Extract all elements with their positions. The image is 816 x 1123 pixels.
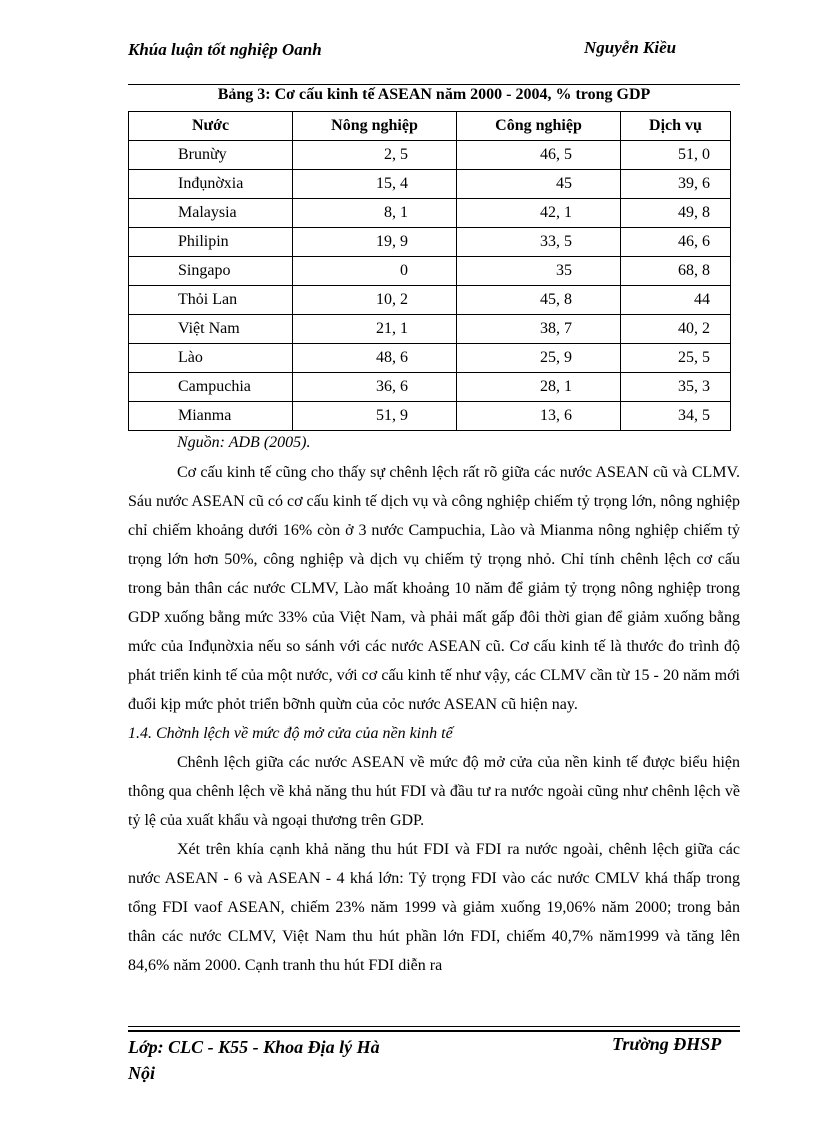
value-cell: 34, 5 — [621, 402, 731, 431]
table-title: Bảng 3: Cơ cấu kinh tế ASEAN năm 2000 - 2004, % trong GDP — [217, 86, 651, 103]
table-row — [129, 286, 731, 315]
value-cell: 8, 1 — [293, 199, 457, 228]
footer-left: Lớp: CLC - K55 - Khoa Địa lý Hà Nội — [128, 1037, 380, 1083]
value-cell: 44 — [621, 286, 731, 315]
value-cell: 49, 8 — [621, 199, 731, 228]
value-cell: 2, 5 — [293, 141, 457, 170]
country-cell: Việt Nam — [129, 315, 293, 344]
column-header: Dịch vụ — [621, 112, 731, 141]
table-row — [129, 344, 731, 373]
value-cell: 46, 6 — [621, 228, 731, 257]
country-cell: Malaysia — [129, 199, 293, 228]
table-row — [129, 402, 731, 431]
table-row — [129, 373, 731, 402]
value-cell: 19, 9 — [293, 228, 457, 257]
country-cell: Mianma — [129, 402, 293, 431]
value-cell: 35 — [457, 257, 621, 286]
value-cell: 35, 3 — [621, 373, 731, 402]
column-header: Nước — [129, 112, 293, 141]
value-cell: 40, 2 — [621, 315, 731, 344]
value-cell: 33, 5 — [457, 228, 621, 257]
footer-divider — [128, 1026, 740, 1027]
country-cell: Thỏi Lan — [129, 286, 293, 315]
value-cell: 25, 5 — [621, 344, 731, 373]
paragraph: Cơ cấu kinh tế cũng cho thấy sự chênh lệch rất rõ giữa các nước ASEAN cũ và CLMV. Sáu nước ASEAN cũ có cơ cấu kinh tế dịch vụ và công nghiệp chiếm tỷ trọng lớn, nông nghiệp chỉ chiếm khoảng dưới 16% còn ở 3 nước Campuchia, Lào và Mianma nông nghiệp chiếm tỷ trọng lớn hơn 50%, công nghiệp và dịch vụ chiếm tỷ trọng nhỏ. Chỉ tính chênh lệch cơ cấu trong bản thân các nước CLMV, Lào mất khoảng 10 năm để giảm tỷ trọng nông nghiệp trong GDP xuống bằng mức 33% của Việt Nam, và phải mất gấp đôi thời gian để giảm xuống bằng mức của Inđụnờxia nếu so sánh với các nước ASEAN cũ. Cơ cấu kinh tế là thước đo trình độ phát triển kinh tế của một nước, với cơ cấu kinh tế như vậy, các CLMV cần từ 15 - 20 năm mới đuổi kịp mức phỏt triển bỡnh quừn của cỏc nước ASEAN cũ hiện nay. — [128, 464, 740, 713]
value-cell: 36, 6 — [293, 373, 457, 402]
paragraph: Xét trên khía cạnh khả năng thu hút FDI và FDI ra nước ngoài, chênh lệch giữa các nước ASEAN - 6 và ASEAN - 4 khá lớn: Tỷ trọng FDI vào các nước CMLV khá thấp trong tổng FDI vaof ASEAN, chiếm 23% năm 1999 và giảm xuống 19,06% năm 2000; trong bản thân các nước CLMV, Việt Nam thu hút phần lớn FDI, chiếm 40,7% năm1999 và tăng lên 84,6% năm 2000. Cạnh tranh thu hút FDI diễn ra — [128, 841, 740, 974]
value-cell: 46, 5 — [457, 141, 621, 170]
footer-right: Trường ĐHSP — [612, 1034, 722, 1054]
column-header: Nông nghiệp — [293, 112, 457, 141]
section-heading: 1.4. Chờnh lệch về mức độ mở cửa của nền kinh tế — [128, 725, 453, 742]
country-cell: Singapo — [129, 257, 293, 286]
country-cell: Campuchia — [129, 373, 293, 402]
value-cell: 15, 4 — [293, 170, 457, 199]
value-cell: 28, 1 — [457, 373, 621, 402]
table-row — [129, 141, 731, 170]
footer-divider-thick — [128, 1030, 740, 1032]
value-cell: 51, 0 — [621, 141, 731, 170]
value-cell: 51, 9 — [293, 402, 457, 431]
value-cell: 48, 6 — [293, 344, 457, 373]
country-cell: Philipin — [129, 228, 293, 257]
header-divider — [128, 84, 740, 85]
value-cell: 39, 6 — [621, 170, 731, 199]
paragraph: Chênh lệch giữa các nước ASEAN về mức độ mở cửa của nền kinh tế được biểu hiện thông qua chênh lệch về khả năng thu hút FDI và đầu tư ra nước ngoài cũng như chênh lệch về tỷ lệ của xuất khẩu và ngoại thương trên GDP. — [128, 754, 740, 829]
value-cell: 68, 8 — [621, 257, 731, 286]
table-row — [129, 199, 731, 228]
header-left: Khúa luận tốt nghiệp Oanh — [128, 40, 322, 59]
column-header: Công nghiệp — [457, 112, 621, 141]
value-cell: 38, 7 — [457, 315, 621, 344]
country-cell: Brunừy — [129, 141, 293, 170]
value-cell: 42, 1 — [457, 199, 621, 228]
header-right: Nguyễn Kiều — [584, 38, 677, 57]
table-source: Nguồn: ADB (2005). — [177, 434, 311, 451]
table-row — [129, 170, 731, 199]
country-cell: Lào — [129, 344, 293, 373]
value-cell: 25, 9 — [457, 344, 621, 373]
table-header-row — [129, 112, 731, 141]
value-cell: 21, 1 — [293, 315, 457, 344]
body-text — [128, 458, 740, 980]
value-cell: 13, 6 — [457, 402, 621, 431]
value-cell: 0 — [293, 257, 457, 286]
economic-structure-table — [128, 111, 731, 431]
table-row — [129, 315, 731, 344]
value-cell: 10, 2 — [293, 286, 457, 315]
value-cell: 45, 8 — [457, 286, 621, 315]
country-cell: Inđụnờxia — [129, 170, 293, 199]
table-row — [129, 228, 731, 257]
table-row — [129, 257, 731, 286]
value-cell: 45 — [457, 170, 621, 199]
